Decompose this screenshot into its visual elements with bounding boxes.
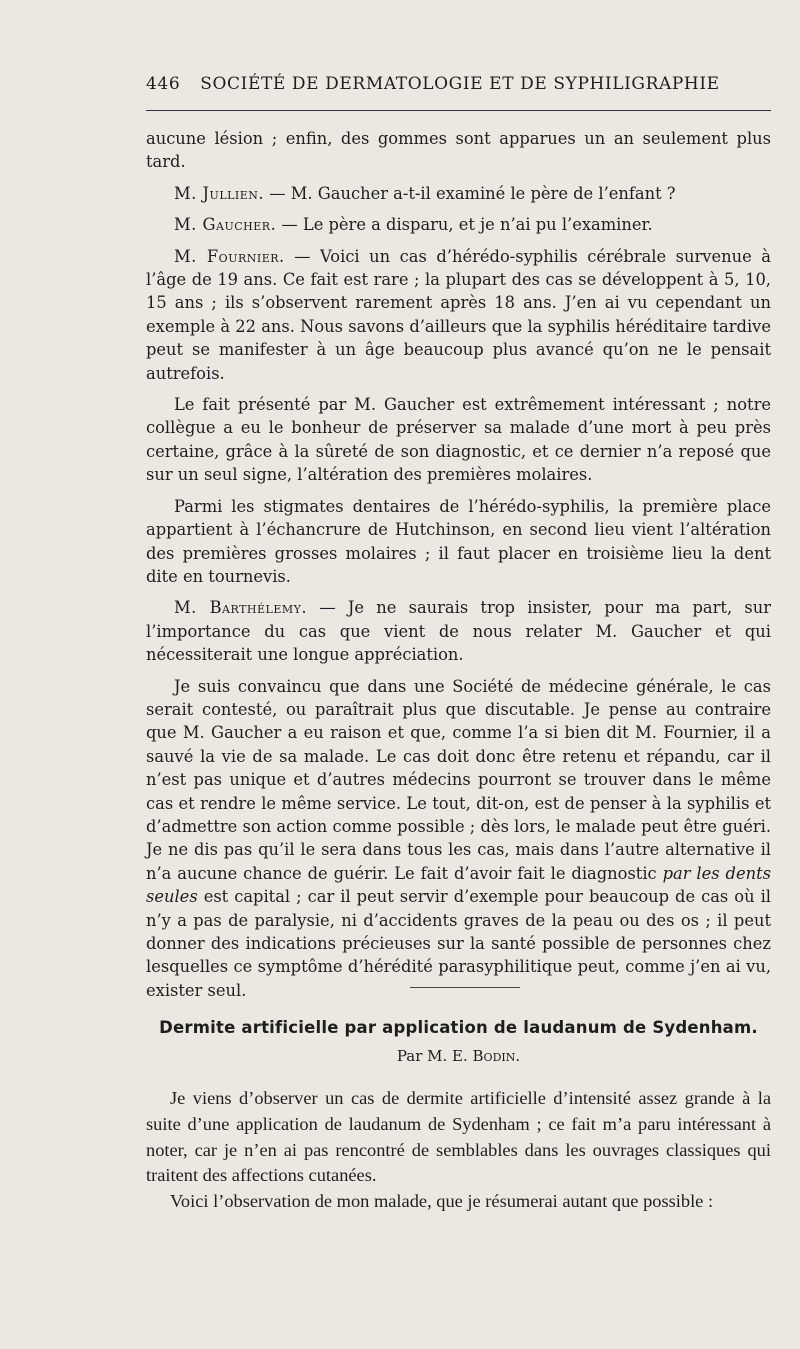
header-rule	[146, 110, 771, 111]
italic-phrase: par les dents seules	[146, 863, 771, 907]
paragraph	[146, 675, 771, 1003]
paragraph-jullien	[146, 182, 771, 205]
paragraph: Voici l’observation de mon malade, que je résumerai autant que possible :	[170, 1191, 714, 1212]
article-body	[146, 1086, 771, 1215]
article-title: Dermite artificielle par application de laudanum de Sydenham.	[159, 1018, 758, 1037]
paragraph: Je viens d’observer un cas de dermite artificielle d’intensité assez grande à la suite d’une application de laudanum de Sydenham ; ce fait m’a paru intéressant à noter, car je n’en ai pas rencontré de semblables dans les ouvrages classiques qui traitent des affections cutanées.	[146, 1088, 771, 1186]
text-run: est capital ; car il peut servir d’exemple pour beaucoup de cas où il n’y a pas de paralysie, ni d’accidents graves de la peau ou des os ; il peut donner des indications précieuses sur la santé possible de personnes chez lesquelles ce symptôme d’hérédité parasyphilitique peut, comme j’en ai vu, exister seul.	[146, 887, 771, 1000]
speaker-name: M. Jullien.	[174, 183, 265, 203]
paragraph: Le fait présenté par M. Gaucher est extrêmement intéressant ; notre collègue a eu le bonheur de préserver sa malade d’une mort à peu près certaine, grâce à la sûreté de son diagnostic, et ce dernier n’a reposé que sur un seul signe, l’altération des premières molaires.	[146, 395, 771, 485]
speaker-name: M. Barthélemy.	[174, 598, 308, 618]
paragraph-gaucher	[146, 213, 771, 236]
author-prefix: Par M. E.	[396, 1047, 473, 1065]
speaker-text: — Le père a disparu, et je n’ai pu l’examiner.	[276, 215, 653, 235]
speaker-text: — M. Gaucher a-t-il examiné le père de l’enfant ?	[264, 183, 676, 203]
speaker-name: M. Fournier.	[174, 246, 285, 266]
running-header	[146, 74, 771, 94]
paragraph-continued: aucune lésion ; enfin, des gommes sont apparues un an seulement plus tard.	[146, 129, 771, 172]
running-title: SOCIÉTÉ DE DERMATOLOGIE ET DE SYPHILIGRAPHIE	[200, 74, 720, 94]
discussion-section	[146, 127, 771, 1010]
paragraph-fournier	[146, 245, 771, 385]
speaker-text: — Je ne saurais trop insister, pour ma part, sur l’importance du cas que vient de nous relater M. Gaucher et qui nécessiterait une longue appréciation.	[146, 598, 771, 665]
page-number: 446	[146, 74, 181, 94]
article-author	[146, 1047, 771, 1065]
text-run: Je suis convaincu que dans une Société de médecine générale, le cas serait contesté, ou paraîtrait plus que discutable. Je pense au contraire que M. Gaucher a eu raison et que, comme l’a si bien dit M. Fournier, il a sauvé la vie de sa malade. Le cas doit donc être retenu et répandu, car il n’est pas unique et d’autres médecins pourront se trouver dans le même cas et rendre le même service. Le tout, dit-on, est de penser à la syphilis et d’admettre son action comme possible ; dès lors, le malade peut être guéri. Je ne dis pas qu’il le sera dans tous les cas, mais dans l’autre alternative il n’a aucune chance de guérir. Le fait d’avoir fait le diagnostic	[146, 676, 771, 883]
speaker-text: — Voici un cas d’hérédo-syphilis cérébrale survenue à l’âge de 19 ans. Ce fait est rare ; la plupart des cas se développent à 5, 10, 15 ans ; ils s’observent rarement après 18 ans. J’en ai vu cependant un exemple à 22 ans. Nous savons d’ailleurs que la syphilis héréditaire tardive peut se manifester à un âge beaucoup plus avancé qu’on ne le pensait autrefois.	[146, 246, 771, 383]
speaker-name: M. Gaucher.	[174, 215, 277, 235]
author-name: Bodin.	[472, 1047, 521, 1065]
paragraph-barthelemy	[146, 596, 771, 666]
paragraph: Parmi les stigmates dentaires de l’hérédo-syphilis, la première place appartient à l’échancrure de Hutchinson, en second lieu vient l’altération des premières grosses molaires ; il faut placer en troisième lieu la dent dite en tournevis.	[146, 496, 771, 586]
section-divider	[410, 987, 520, 988]
